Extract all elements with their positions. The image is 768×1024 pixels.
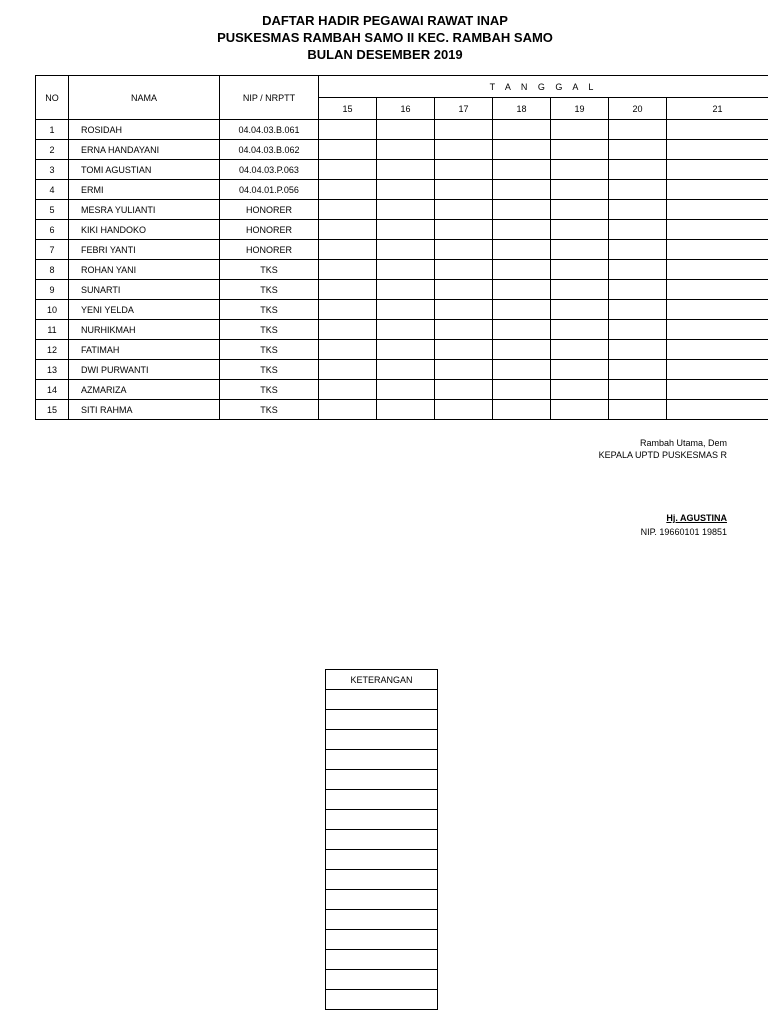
attendance-cell[interactable] [319,140,377,160]
attendance-cell[interactable] [319,180,377,200]
attendance-cell[interactable] [551,280,609,300]
signature-place-date: Rambah Utama, Dem [639,438,727,448]
attendance-cell[interactable] [377,120,435,140]
keterangan-cell[interactable] [326,690,438,710]
attendance-cell[interactable] [551,340,609,360]
attendance-cell[interactable] [609,240,667,260]
attendance-cell[interactable] [609,360,667,380]
attendance-cell[interactable] [667,400,768,420]
attendance-cell[interactable] [377,340,435,360]
row-no: 6 [36,220,69,240]
row-no: 11 [36,320,69,340]
attendance-cell[interactable] [435,300,493,320]
attendance-cell[interactable] [667,380,768,400]
attendance-cell[interactable] [609,160,667,180]
attendance-cell[interactable] [667,160,768,180]
row-no: 12 [36,340,69,360]
attendance-cell[interactable] [609,340,667,360]
row-nama: AZMARIZA [69,380,220,400]
attendance-cell[interactable] [667,240,768,260]
row-nip: TKS [220,280,319,300]
keterangan-cell[interactable] [326,850,438,870]
attendance-cell[interactable] [319,160,377,180]
attendance-cell[interactable] [377,200,435,220]
attendance-cell[interactable] [319,220,377,240]
row-nip: 04.04.01.P.056 [220,180,319,200]
row-nama: ERNA HANDAYANI [69,140,220,160]
attendance-cell[interactable] [667,180,768,200]
attendance-cell[interactable] [493,320,551,340]
row-nip: 04.04.03.B.061 [220,120,319,140]
attendance-cell[interactable] [319,400,377,420]
attendance-cell[interactable] [551,160,609,180]
date-header-19: 19 [551,98,609,120]
attendance-cell[interactable] [493,120,551,140]
keterangan-cell[interactable] [326,770,438,790]
attendance-cell[interactable] [667,220,768,240]
attendance-cell[interactable] [377,260,435,280]
table-row [36,140,768,160]
attendance-cell[interactable] [493,200,551,220]
row-nama: ERMI [69,180,220,200]
attendance-cell[interactable] [435,180,493,200]
attendance-cell[interactable] [493,180,551,200]
date-header-21: 21 [667,98,768,120]
row-nama: MESRA YULIANTI [69,200,220,220]
row-nip: TKS [220,400,319,420]
row-nip: HONORER [220,220,319,240]
attendance-cell[interactable] [667,200,768,220]
attendance-cell[interactable] [319,340,377,360]
keterangan-cell[interactable] [326,970,438,990]
attendance-cell[interactable] [609,140,667,160]
row-no: 9 [36,280,69,300]
attendance-cell[interactable] [377,320,435,340]
table-row [36,160,768,180]
table-row [36,320,768,340]
attendance-cell[interactable] [551,360,609,380]
table-row [36,400,768,420]
row-no: 8 [36,260,69,280]
row-nama: DWI PURWANTI [69,360,220,380]
attendance-cell[interactable] [667,360,768,380]
attendance-cell[interactable] [609,180,667,200]
row-nip: TKS [220,300,319,320]
attendance-cell[interactable] [377,180,435,200]
attendance-cell[interactable] [435,360,493,380]
date-header-17: 17 [435,98,493,120]
table-row [36,180,768,200]
attendance-cell[interactable] [377,240,435,260]
row-nama: TOMI AGUSTIAN [69,160,220,180]
attendance-cell[interactable] [667,260,768,280]
attendance-cell[interactable] [377,140,435,160]
keterangan-cell[interactable] [326,870,438,890]
table-row [36,300,768,320]
attendance-cell[interactable] [377,220,435,240]
attendance-cell[interactable] [319,300,377,320]
signature-name: Hj. AGUSTINA [666,513,727,523]
attendance-cell[interactable] [551,380,609,400]
row-nama: SUNARTI [69,280,220,300]
table-row [36,360,768,380]
table-row [36,220,768,240]
attendance-cell[interactable] [551,180,609,200]
keterangan-cell[interactable] [326,750,438,770]
attendance-cell[interactable] [551,260,609,280]
keterangan-cell[interactable] [326,730,438,750]
col-header-nama: NAMA [69,76,220,120]
attendance-cell[interactable] [435,320,493,340]
attendance-cell[interactable] [319,380,377,400]
row-nama: KIKI HANDOKO [69,220,220,240]
table-row [36,280,768,300]
attendance-cell[interactable] [493,140,551,160]
attendance-cell[interactable] [435,200,493,220]
row-nip: TKS [220,380,319,400]
row-nip: 04.04.03.P.063 [220,160,319,180]
attendance-cell[interactable] [493,340,551,360]
table-row [36,120,768,140]
attendance-cell[interactable] [609,380,667,400]
attendance-cell[interactable] [493,380,551,400]
attendance-cell[interactable] [435,240,493,260]
attendance-cell[interactable] [609,400,667,420]
attendance-cell[interactable] [435,260,493,280]
attendance-cell[interactable] [435,160,493,180]
row-nip: HONORER [220,200,319,220]
attendance-cell[interactable] [319,360,377,380]
attendance-cell[interactable] [435,280,493,300]
attendance-cell[interactable] [493,260,551,280]
row-nama: FATIMAH [69,340,220,360]
keterangan-table [325,669,438,1010]
keterangan-cell[interactable] [326,950,438,970]
attendance-cell[interactable] [493,280,551,300]
date-header-16: 16 [377,98,435,120]
keterangan-cell[interactable] [326,830,438,850]
attendance-cell[interactable] [435,400,493,420]
attendance-cell[interactable] [435,380,493,400]
row-no: 4 [36,180,69,200]
attendance-cell[interactable] [609,200,667,220]
attendance-cell[interactable] [377,160,435,180]
col-header-nip: NIP / NRPTT [220,76,319,120]
row-no: 3 [36,160,69,180]
attendance-cell[interactable] [667,140,768,160]
row-nama: ROSIDAH [69,120,220,140]
doc-title-line1: DAFTAR HADIR PEGAWAI RAWAT INAP [262,13,508,28]
attendance-cell[interactable] [551,220,609,240]
attendance-cell[interactable] [377,380,435,400]
date-header-18: 18 [493,98,551,120]
attendance-cell[interactable] [551,200,609,220]
attendance-cell[interactable] [609,120,667,140]
keterangan-cell[interactable] [326,990,438,1010]
row-no: 13 [36,360,69,380]
attendance-cell[interactable] [319,260,377,280]
row-nama: YENI YELDA [69,300,220,320]
attendance-cell[interactable] [493,240,551,260]
attendance-cell[interactable] [609,220,667,240]
row-no: 5 [36,200,69,220]
table-row [36,240,768,260]
attendance-cell[interactable] [551,120,609,140]
attendance-cell[interactable] [319,240,377,260]
attendance-cell[interactable] [609,280,667,300]
keterangan-cell[interactable] [326,710,438,730]
keterangan-header: KETERANGAN [326,670,438,690]
col-header-tanggal: T A N G G A L [319,76,768,98]
row-no: 15 [36,400,69,420]
keterangan-cell[interactable] [326,790,438,810]
attendance-cell[interactable] [667,120,768,140]
attendance-cell[interactable] [493,220,551,240]
attendance-cell[interactable] [435,140,493,160]
date-header-15: 15 [319,98,377,120]
attendance-cell[interactable] [319,320,377,340]
attendance-cell[interactable] [377,300,435,320]
attendance-cell[interactable] [551,300,609,320]
attendance-cell[interactable] [609,320,667,340]
attendance-cell[interactable] [493,400,551,420]
row-nip: TKS [220,260,319,280]
col-header-no: NO [36,76,69,120]
attendance-cell[interactable] [435,120,493,140]
row-no: 10 [36,300,69,320]
keterangan-cell[interactable] [326,810,438,830]
doc-title-line3: BULAN DESEMBER 2019 [307,47,463,62]
keterangan-cell[interactable] [326,910,438,930]
row-nip: TKS [220,360,319,380]
attendance-cell[interactable] [609,260,667,280]
row-nip: TKS [220,320,319,340]
attendance-cell[interactable] [435,220,493,240]
attendance-cell[interactable] [377,280,435,300]
attendance-cell[interactable] [609,300,667,320]
attendance-cell[interactable] [377,400,435,420]
attendance-cell[interactable] [551,400,609,420]
attendance-cell[interactable] [493,160,551,180]
keterangan-cell[interactable] [326,890,438,910]
attendance-cell[interactable] [377,360,435,380]
date-header-20: 20 [609,98,667,120]
row-no: 1 [36,120,69,140]
row-nama: ROHAN YANI [69,260,220,280]
attendance-cell[interactable] [319,120,377,140]
row-nama: NURHIKMAH [69,320,220,340]
row-nama: FEBRI YANTI [69,240,220,260]
table-row [36,380,768,400]
attendance-cell[interactable] [551,320,609,340]
row-no: 2 [36,140,69,160]
table-row [36,200,768,220]
row-no: 14 [36,380,69,400]
attendance-cell[interactable] [667,300,768,320]
attendance-cell[interactable] [667,280,768,300]
table-row [36,260,768,280]
attendance-cell[interactable] [493,300,551,320]
row-nip: TKS [220,340,319,360]
attendance-cell[interactable] [667,340,768,360]
attendance-cell[interactable] [435,340,493,360]
attendance-cell[interactable] [493,360,551,380]
row-nama: SITI RAHMA [69,400,220,420]
attendance-cell[interactable] [551,240,609,260]
attendance-cell[interactable] [319,200,377,220]
signature-position: KEPALA UPTD PUSKESMAS R [598,450,727,460]
row-nip: HONORER [220,240,319,260]
row-no: 7 [36,240,69,260]
keterangan-cell[interactable] [326,930,438,950]
attendance-cell[interactable] [551,140,609,160]
attendance-cell[interactable] [319,280,377,300]
table-row [36,340,768,360]
row-nip: 04.04.03.B.062 [220,140,319,160]
doc-title-line2: PUSKESMAS RAMBAH SAMO II KEC. RAMBAH SAMO [217,30,553,45]
attendance-cell[interactable] [667,320,768,340]
attendance-table [35,75,768,420]
signature-nip: NIP. 19660101 19851 [640,527,727,537]
